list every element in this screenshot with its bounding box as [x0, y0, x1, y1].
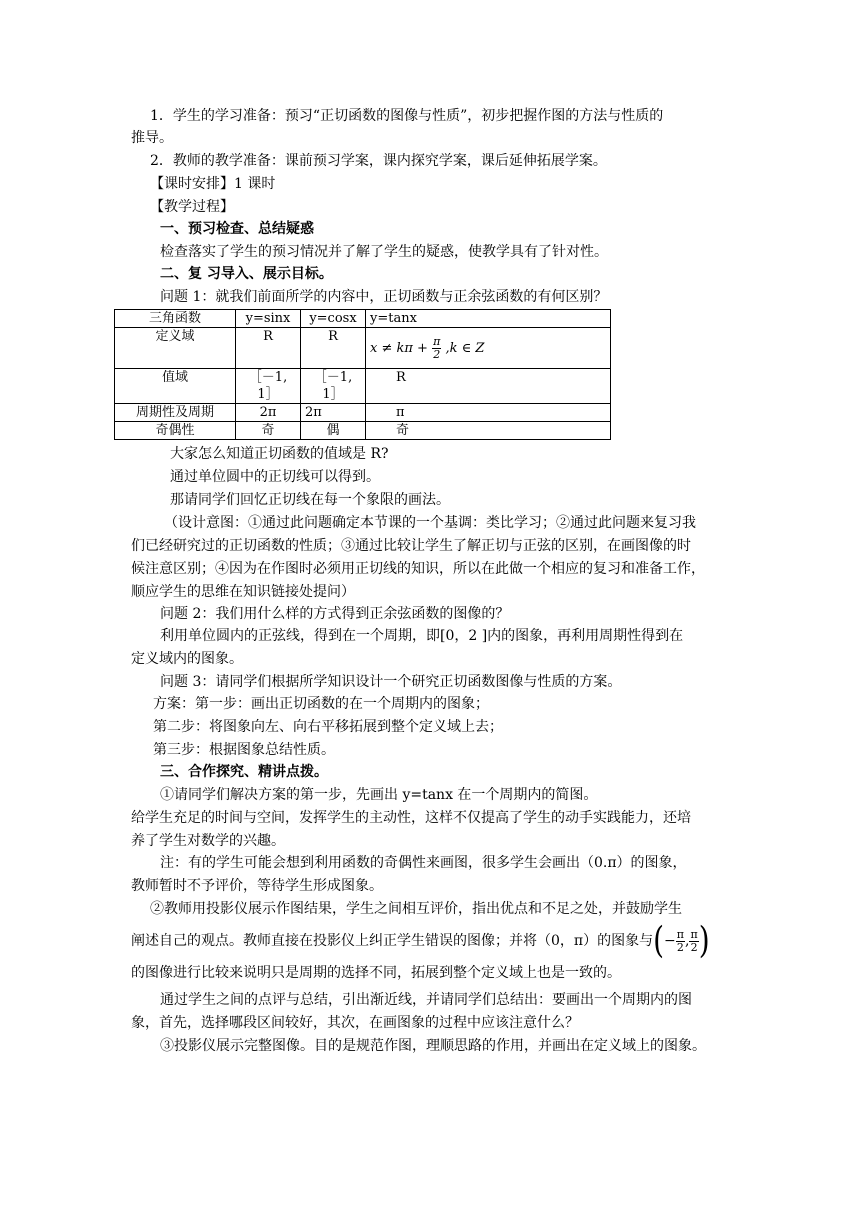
- table-row: [115, 310, 611, 328]
- table-cell: 周期性及周期: [115, 404, 236, 422]
- step-1-cont: 给学生充足的时间与空间，发挥学生的主动性，这样不仅提高了学生的动手实践能力，还培: [131, 810, 691, 826]
- table-cell: 2π: [236, 404, 301, 422]
- right-paren: ): [698, 918, 710, 962]
- section-2-title: 二、复 习导入、展示目标。: [160, 266, 333, 282]
- table-cell: y=tanx: [366, 310, 611, 328]
- table-cell: 2π: [301, 404, 366, 422]
- fraction-numerator: π: [433, 334, 441, 348]
- note: 注：有的学生可能会想到利用函数的奇偶性来画图，很多学生会画出（0.π）的图象，: [160, 855, 687, 871]
- step-1: ①请同学们解决方案的第一步，先画出 y=tanx 在一个周期内的简图。: [160, 787, 598, 803]
- domain-suffix: ,k ∈ Z: [445, 340, 485, 356]
- question-2: 问题 2：我们用什么样的方式得到正余弦函数的图像的？: [160, 606, 510, 622]
- prep-item-1-cont: 推导。: [131, 130, 173, 146]
- plan-step-3: 第三步：根据图象总结性质。: [153, 742, 335, 758]
- plan-step-2: 第二步：将图象向左、向右平移拓展到整个定义域上去；: [153, 719, 503, 735]
- design-intent-3: 候注意区别；④因为在作图时必须用正切线的知识，所以在此做一个相应的复习和准备工作，: [131, 561, 705, 577]
- design-intent-4: 顺应学生的思维在知识链接处提问）: [131, 584, 355, 600]
- step-3: 通过学生之间的点评与总结，引出渐近线，并请同学们总结出：要画出一个周期内的图: [160, 992, 692, 1008]
- prep-item-1: 1．学生的学习准备：预习“正切函数的图像与性质”，初步把握作图的方法与性质的: [150, 108, 664, 124]
- fraction-numerator: π: [690, 927, 698, 941]
- table-cell: 值域: [115, 369, 236, 404]
- comma: ,: [685, 933, 690, 949]
- table-cell: R: [301, 328, 366, 369]
- fraction-denominator: 2: [676, 940, 684, 954]
- table-cell: 偶: [301, 422, 366, 440]
- minus-sign: −: [664, 933, 676, 949]
- step-2-cont: [131, 918, 710, 962]
- step-2: ②教师用投影仪展示作图结果，学生之间相互评价，指出优点和不足之处，并鼓励学生: [150, 901, 682, 917]
- question-2-answer: 利用单位圆内的正弦线，得到在一个周期，即[0，2 ]内的图象，再利用周期性得到在: [160, 628, 684, 644]
- table-cell: [366, 328, 611, 369]
- step-2-text: 阐述自己的观点。教师直接在投影仪上纠正学生错误的图像；并将（0，π）的图象与: [131, 933, 654, 949]
- paragraph: 那请同学们回忆正切线在每一个象限的画法。: [170, 492, 450, 508]
- fraction-numerator: π: [676, 927, 685, 941]
- pi-over-2-fraction: [676, 929, 685, 954]
- table-cell: ［－1, 1］: [236, 369, 301, 404]
- table-cell: y=sinx: [236, 310, 301, 328]
- table-cell: R: [236, 328, 301, 369]
- table-cell: R: [366, 369, 611, 404]
- domain-prefix: x ≠ kπ +: [370, 340, 428, 356]
- left-paren: (: [653, 918, 665, 962]
- table-cell: y=cosx: [301, 310, 366, 328]
- table-cell: 三角函数: [115, 310, 236, 328]
- question-3: 问题 3：请同学们根据所学知识设计一个研究正切函数图像与性质的方案。: [160, 674, 622, 690]
- note-cont: 教师暂时不予评价，等待学生形成图象。: [131, 878, 383, 894]
- schedule: 【课时安排】1 课时: [150, 176, 276, 192]
- table-cell: 奇偶性: [115, 422, 236, 440]
- table-cell: π: [366, 404, 611, 422]
- question-2-answer-cont: 定义域内的图象。: [131, 651, 243, 667]
- fraction-denominator: 2: [690, 940, 698, 954]
- section-1-title: 一、预习检查、总结疑惑: [160, 221, 314, 237]
- plan-step-1: 方案：第一步：画出正切函数的在一个周期内的图象；: [153, 696, 489, 712]
- table-cell: 奇: [366, 422, 611, 440]
- section-3-title: 三、合作探究、精讲点拨。: [160, 764, 328, 780]
- table-cell: 定义域: [115, 328, 236, 369]
- pi-over-2-fraction: [689, 929, 698, 954]
- table-row: [115, 369, 611, 404]
- table-cell: 奇: [236, 422, 301, 440]
- design-intent-2: 们已经研究过的正切函数的性质；③通过比较让学生了解正切与正弦的区别，在画图像的时: [131, 538, 691, 554]
- table-row: [115, 404, 611, 422]
- paragraph: 通过单位圆中的正切线可以得到。: [170, 469, 380, 485]
- table-cell: ［－1, 1］: [301, 369, 366, 404]
- fraction-denominator: 2: [433, 347, 441, 361]
- pi-over-2-fraction: [432, 336, 441, 361]
- question-1: 问题 1：就我们前面所学的内容中，正切函数与正余弦函数的有何区别？: [160, 289, 608, 305]
- step-2-cont-2: 的图像进行比较来说明只是周期的选择不同，拓展到整个定义域上也是一致的。: [131, 965, 621, 981]
- paragraph: 大家怎么知道正切函数的值域是 R?: [170, 446, 389, 462]
- design-intent-1: （设计意图：①通过此问题确定本节课的一个基调：类比学习；②通过此问题来复习我: [164, 515, 696, 531]
- prep-item-2: 2．教师的教学准备：课前预习学案，课内探究学案，课后延伸拓展学案。: [150, 153, 607, 169]
- step-4: ③投影仪展示完整图像。目的是规范作图，理顺思路的作用，并画出在定义域上的图象。: [160, 1038, 706, 1054]
- comparison-table: [114, 309, 611, 440]
- section-1-text: 检查落实了学生的预习情况并了解了学生的疑惑，使教学具有了针对性。: [160, 244, 608, 260]
- table-row: [115, 422, 611, 440]
- step-1-cont-2: 养了学生对数学的兴趣。: [131, 833, 285, 849]
- step-3-cont: 象，首先，选择哪段区间较好，其次，在画图象的过程中应该注意什么？: [131, 1015, 579, 1031]
- table-row: [115, 328, 611, 369]
- process-title: 【教学过程】: [150, 199, 234, 215]
